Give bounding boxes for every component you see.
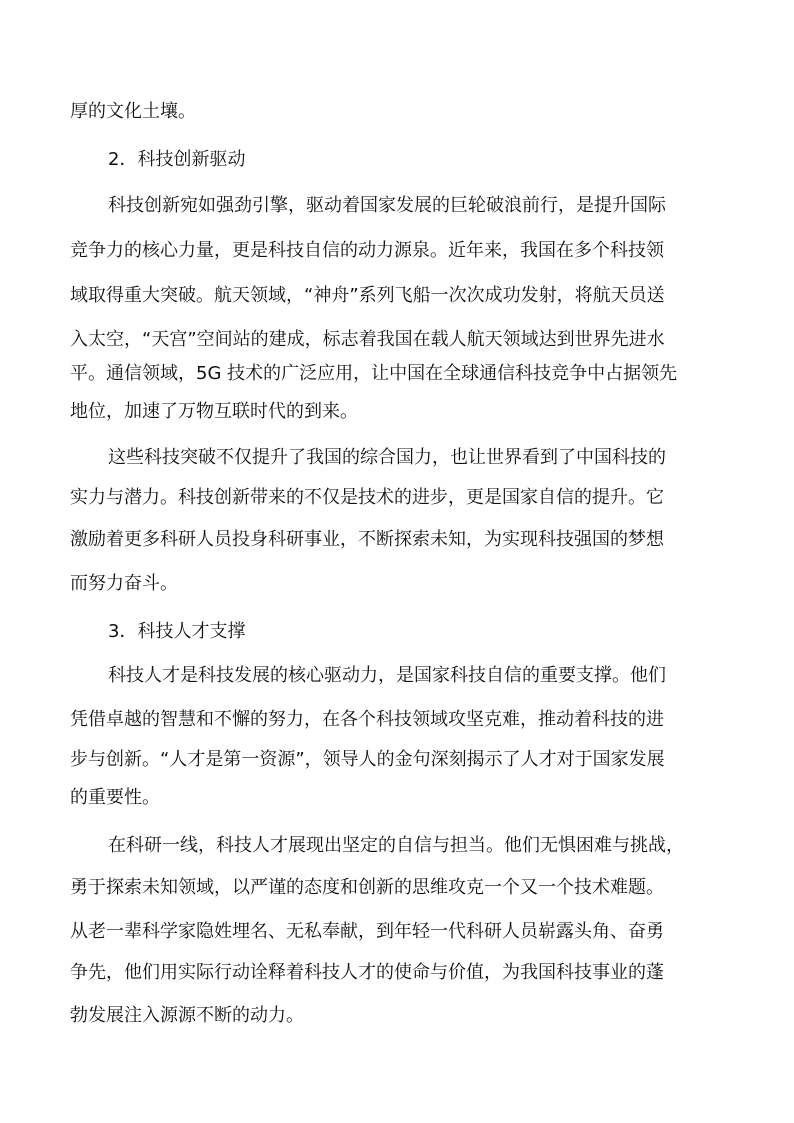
paragraph-2-line-3: 激励着更多科研人员投身科研事业，不断探索未知，为实现科技强国的梦想 (70, 529, 664, 550)
paragraph-4-line-4: 争先，他们用实际行动诠释着科技人才的使命与价值，为我国科技事业的蓬 (70, 962, 664, 983)
paragraph-2-line-1: 这些科技突破不仅提升了我国的综合国力，也让世界看到了中国科技的 (108, 447, 666, 468)
section-heading-3: 3．科技人才支撑 (108, 621, 246, 642)
paragraph-1-line-3: 域取得重大突破。航天领域，“神舟”系列飞船一次次成功发射，将航天员送 (70, 285, 665, 306)
paragraph-1-line-4: 入太空，“天宫”空间站的建成，标志着我国在载人航天领域达到世界先进水 (70, 329, 665, 350)
paragraph-1-line-6: 地位，加速了万物互联时代的到来。 (70, 401, 358, 422)
paragraph-1-line-5: 平。通信领域，5G 技术的广泛应用，让中国在全球通信科技竞争中占据领先 (70, 363, 678, 384)
paragraph-1-line-2: 竞争力的核心力量，更是科技自信的动力源泉。近年来，我国在多个科技领 (70, 240, 664, 261)
section-heading-2: 2．科技创新驱动 (108, 149, 246, 170)
paragraph-continuation-line: 厚的文化土壤。 (70, 101, 196, 122)
paragraph-1-line-1: 科技创新宛如强劲引擎，驱动着国家发展的巨轮破浪前行，是提升国际 (108, 195, 666, 216)
paragraph-4-line-1: 在科研一线，科技人才展现出坚定的自信与担当。他们无惧困难与挑战， (108, 835, 684, 856)
paragraph-4-line-2: 勇于探索未知领域，以严谨的态度和创新的思维攻克一个又一个技术难题。 (70, 877, 664, 898)
paragraph-4-line-5: 勃发展注入源源不断的动力。 (70, 1005, 304, 1026)
paragraph-2-line-4: 而努力奋斗。 (70, 573, 178, 594)
paragraph-4-line-3: 从老一辈科学家隐姓埋名、无私奉献，到年轻一代科研人员崭露头角、奋勇 (70, 921, 664, 942)
paragraph-3-line-4: 的重要性。 (70, 787, 160, 808)
paragraph-2-line-2: 实力与潜力。科技创新带来的不仅是技术的进步，更是国家自信的提升。它 (70, 487, 664, 508)
paragraph-3-line-3: 步与创新。“人才是第一资源”，领导人的金句深刻揭示了人才对于国家发展 (70, 749, 665, 770)
paragraph-3-line-2: 凭借卓越的智慧和不懈的努力，在各个科技领域攻坚克难，推动着科技的进 (70, 709, 664, 730)
paragraph-3-line-1: 科技人才是科技发展的核心驱动力，是国家科技自信的重要支撑。他们 (108, 665, 666, 686)
